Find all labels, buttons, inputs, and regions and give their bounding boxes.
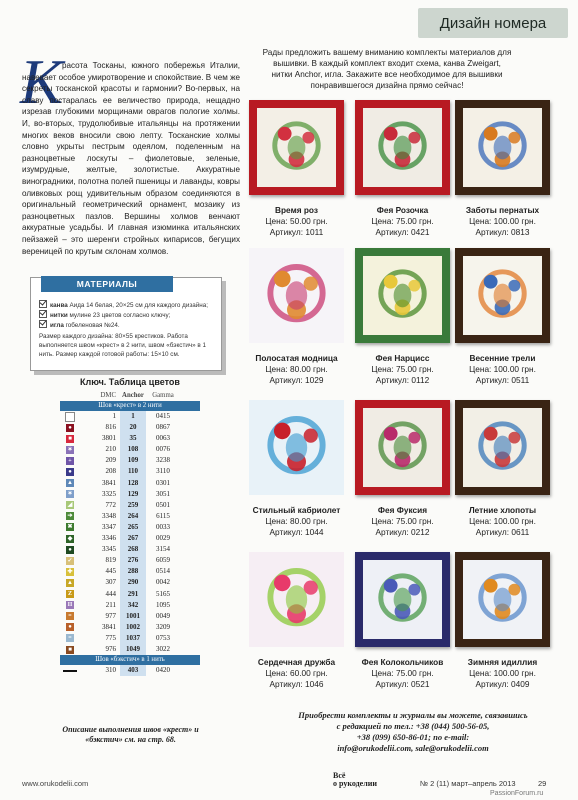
product-card[interactable] [355,400,450,543]
checkbox-icon [39,320,47,328]
dmc-code: 772 [105,500,116,509]
color-key-row [60,489,200,500]
symbol-swatch: = [66,634,74,642]
embroidery-preview [249,552,344,647]
product-price: Цена: 75.00 грн. [371,216,434,226]
symbol-swatch: ➔ [67,513,73,520]
dmc-code: 310 [105,666,116,675]
symbol-swatch: II [67,602,73,609]
symbol-swatch: ● [66,468,74,476]
gamma-code: 0029 [156,534,170,543]
backstitch-row [60,665,200,676]
product-article: Артикул: 0409 [475,679,530,689]
anchor-code: 267 [120,533,146,544]
dmc-code: 3347 [102,522,116,531]
product-image[interactable] [249,100,344,195]
product-card[interactable] [455,100,550,243]
watermark: PassionForum.ru [490,790,544,797]
product-article: Артикул: 0521 [375,679,430,689]
dmc-code: 3841 [102,622,116,631]
dmc-code: 3801 [102,434,116,443]
materials-item-label: нитки [50,312,68,319]
anchor-code: 1037 [120,633,146,644]
color-key-row [60,478,200,489]
symbol-swatch: + [66,457,74,465]
gamma-code: 0501 [156,500,170,509]
dmc-code: 3348 [102,511,116,520]
color-key-row [60,500,200,511]
symbol-swatch: ▲ [67,579,73,586]
color-key-row [60,533,200,544]
materials-box [30,277,222,371]
symbol-swatch: ✚ [67,568,73,575]
product-card[interactable] [355,100,450,243]
anchor-code: 1001 [120,611,146,622]
footer-logo-line2: о рукоделии [333,779,377,788]
product-card[interactable] [249,400,344,543]
color-key-row [60,622,200,633]
symbol-swatch: ■ [66,435,74,443]
footer-issue: № 2 (11) март–апрель 2013 [420,779,516,788]
symbol-swatch: ● [66,623,74,631]
materials-title: МАТЕРИАЛЫ [41,276,173,292]
anchor-code: 276 [120,555,146,566]
anchor-code: 20 [120,422,146,433]
color-key-row [60,555,200,566]
symbol-swatch: ● [66,546,74,554]
backstitch-line-icon [63,670,77,672]
product-name: Стильный кабриолет [252,505,341,515]
contact-phone: с редакцией по тел.: +38 (044) 500-56-05, [336,721,490,731]
checkbox-icon [39,310,47,318]
anchor-code: 259 [120,500,146,511]
checkbox-icon [39,300,47,308]
anchor-code: 264 [120,511,146,522]
gamma-code: 0514 [156,567,170,576]
header-dmc: DMC [100,392,116,399]
product-card[interactable] [455,400,550,543]
color-key-header [60,391,200,401]
color-key-row [60,566,200,577]
product-card[interactable] [455,248,550,391]
product-image[interactable] [455,552,550,647]
product-article: Артикул: 1046 [269,679,324,689]
product-name: Фея Нарцисс [375,353,430,363]
gamma-code: 0420 [156,666,170,675]
gamma-code: 3051 [156,489,170,498]
gamma-code: 3154 [156,545,170,554]
product-name: Заботы пернатых [465,205,540,215]
product-image[interactable] [355,248,450,343]
dmc-code: 445 [105,567,116,576]
product-image[interactable] [455,100,550,195]
symbol-swatch: Z [67,591,72,598]
anchor-code: 129 [120,489,146,500]
product-name: Весенние трели [469,353,536,363]
symbol-swatch: ✶ [67,491,73,498]
product-article: Артикул: 0212 [375,527,430,537]
embroidery-preview [363,108,442,187]
product-card[interactable] [249,552,344,695]
product-price: Цена: 100.00 грн. [469,364,536,374]
materials-list [39,300,217,359]
page-number: 29 [538,779,547,788]
contact-line: Приобрести комплекты и журналы вы можете, связавшись [298,710,528,720]
product-price: Цена: 75.00 грн. [371,364,434,374]
gamma-code: 3022 [156,644,170,653]
dmc-code: 209 [105,456,116,465]
anchor-code: 290 [120,577,146,588]
anchor-code: 108 [120,444,146,455]
color-key-row [60,633,200,644]
product-price: Цена: 80.00 грн. [265,516,328,526]
anchor-code: 403 [120,665,146,676]
dropcap-letter: К [20,46,63,117]
product-price: Цена: 100.00 грн. [469,516,536,526]
product-image[interactable] [249,400,344,495]
dmc-code: 977 [105,611,116,620]
gamma-code: 0076 [156,445,170,454]
product-image[interactable] [455,248,550,343]
gamma-code: 6115 [156,511,170,520]
color-key-row [60,433,200,444]
gamma-code: 0415 [156,412,170,420]
anchor-code: 268 [120,544,146,555]
symbol-swatch: ✶ [67,446,73,453]
symbol-swatch: ✓ [67,557,73,564]
product-image[interactable] [249,248,344,343]
gamma-code: 1095 [156,600,170,609]
product-price: Цена: 75.00 грн. [371,516,434,526]
materials-item [39,300,217,310]
product-article: Артикул: 1011 [269,227,324,237]
symbol-swatch: ✖ [67,524,73,531]
anchor-code: 128 [120,478,146,489]
product-card[interactable] [455,552,550,695]
footer-logo [333,772,377,788]
symbol-swatch: ● [66,424,74,432]
gamma-code: 5165 [156,589,170,598]
product-article: Артикул: 0813 [475,227,530,237]
gamma-code: 6059 [156,556,170,565]
gamma-code: 0753 [156,633,170,642]
section-title: Дизайн номера [418,8,568,38]
color-key-row [60,466,200,477]
anchor-code: 288 [120,566,146,577]
dmc-code: 208 [105,467,116,476]
dmc-code: 976 [105,644,116,653]
anchor-code: 35 [120,433,146,444]
dmc-code: 3325 [102,489,116,498]
backstitch-rows [60,665,200,676]
contact-phone-2: +38 (099) 650-86-01; по e-mail: [356,732,470,742]
materials-item-label: канва [50,302,68,309]
color-key-table [60,391,200,676]
product-name: Фея Розочка [376,205,429,215]
materials-item-text: Аида 14 белая, 20×25 см для каждого дизайна; [67,302,209,309]
product-price: Цена: 50.00 грн. [265,216,328,226]
color-key-title: Ключ. Таблица цветов [80,377,180,387]
embroidery-preview [463,108,542,187]
product-image[interactable] [455,400,550,495]
product-article: Артикул: 0421 [375,227,430,237]
color-key-row [60,411,200,422]
product-card[interactable] [249,100,344,243]
color-key-row [60,600,200,611]
embroidery-preview [363,408,442,487]
color-key-row [60,577,200,588]
article-paragraph: расота Тосканы, южного побережья Италии, навевает особое умиротворение и спокойствие. В чем же секреты тосканской красоты и гармонии? Во-первых, на славу постаралась ее величество природа, нещадно изрезав глубокими морщинами оврагов пологие холмы. И, во-вторых, трудолюбивые итальянцы на протяжении многих веков вносили свою лепту. Тосканские холмы словно укрыты пестрым одеялом, поделенным на разноцветные лоскуты – фиолетовые, зеленые, изумрудные, желтые, золотистые. Аккуратные виноградники, полотна полей пшеницы и лаванды, ковры оливковых рощ удивительным образом соединяются в оригинальный геометрический орнамент, мозаику из разноцветных пазлов. Вершины холмов венчают аккуратные усадьбы. И главная изюминка итальянских пейзажей – это шеренги стройных кипарисов, бегущих вереницей по крутым склонам холмов. [22,61,240,256]
symbol-swatch: = [66,612,74,620]
symbol-swatch: ■ [66,646,74,654]
footer-url[interactable]: www.orukodelii.com [22,779,89,788]
embroidery-preview [463,256,542,335]
product-price: Цена: 75.00 грн. [371,668,434,678]
product-price: Цена: 100.00 грн. [469,668,536,678]
gamma-code: 0033 [156,522,170,531]
anchor-code: 1049 [120,644,146,655]
embroidery-preview [463,408,542,487]
materials-item-text: гобеленовая №24. [63,322,120,329]
color-key-row [60,455,200,466]
band-backstitch: Шов «бэкстич» в 1 нить [60,655,200,665]
symbol-swatch: ◢ [67,502,73,509]
anchor-code: 291 [120,589,146,600]
band-cross-stitch: Шов «крест» в 2 нити [60,401,200,411]
symbol-swatch: ▲ [67,480,73,487]
dmc-code: 3841 [102,478,116,487]
color-key-row [60,611,200,622]
product-image[interactable] [355,100,450,195]
intro-text: Рады предложить вашему вниманию комплекты материалов для вышивки. В каждый комплект входит схема, канва Zweigart, нитки Anchor, игла. Закажите все необходимое для вышивки понравившегося дизайна прямо сейчас! [262,48,512,90]
anchor-code: 1 [120,411,146,422]
product-image[interactable] [355,552,450,647]
gamma-code: 3110 [156,467,170,476]
symbol-swatch: ◆ [67,535,73,542]
product-price: Цена: 80.00 грн. [265,364,328,374]
product-name: Летние хлопоты [468,505,537,515]
product-article: Артикул: 0611 [475,527,530,537]
product-name: Сердечная дружба [257,657,336,667]
color-key-row [60,511,200,522]
color-key-row [60,422,200,433]
color-key-row [60,589,200,600]
product-card[interactable] [355,248,450,391]
dmc-code: 444 [105,589,116,598]
footer-logo-line1: Всё [333,771,346,780]
materials-item [39,320,217,330]
embroidery-preview [363,256,442,335]
dmc-code: 3346 [102,534,116,543]
contact-info [293,710,533,754]
dmc-code: 210 [105,445,116,454]
symbol-swatch [65,412,75,422]
dmc-code: 3345 [102,545,116,554]
dmc-code: 307 [105,578,116,587]
materials-note: Размер каждого дизайна: 80×55 крестиков. Работа выполняется швом «крест» в 2 нити, швом «бэкстич» в 1 нить. Размер каждой готовой работы: 15×10 см. [39,333,206,358]
header-gamma: Gamma [152,392,174,399]
embroidery-preview [249,248,344,343]
dmc-code: 816 [105,423,116,432]
anchor-code: 342 [120,600,146,611]
product-article: Артикул: 0112 [375,375,430,385]
dmc-code: 819 [105,556,116,565]
stitch-description-note: Описание выполнения швов «крест» и «бэкстич» см. на стр. 68. [62,725,199,744]
anchor-code: 1002 [120,622,146,633]
color-key-row [60,444,200,455]
product-article: Артикул: 0511 [475,375,530,385]
gamma-code: 0042 [156,578,170,587]
materials-item [39,310,217,320]
anchor-code: 265 [120,522,146,533]
gamma-code: 0063 [156,434,170,443]
product-image[interactable] [355,400,450,495]
embroidery-preview [257,108,336,187]
product-name: Фея Колокольчиков [361,657,444,667]
product-article: Артикул: 1029 [269,375,324,385]
embroidery-preview [463,560,542,639]
embroidery-preview [363,560,442,639]
product-name: Полосатая модница [255,353,338,363]
gamma-code: 3238 [156,456,170,465]
dmc-code: 1 [112,412,116,420]
gamma-code: 3209 [156,622,170,631]
contact-email[interactable]: info@orukodelii.com, sale@orukodelii.com [337,743,489,753]
color-key-rows [60,411,200,655]
anchor-code: 109 [120,455,146,466]
product-name: Время роз [275,205,318,215]
product-card[interactable] [355,552,450,695]
article-body [22,60,240,257]
product-name: Зимняя идиллия [467,657,538,667]
anchor-code: 110 [120,466,146,477]
embroidery-preview [249,400,344,495]
header-anchor: Anchor [122,392,144,399]
product-price: Цена: 60.00 грн. [265,668,328,678]
product-article: Артикул: 1044 [269,527,324,537]
dmc-code: 211 [105,600,116,609]
gamma-code: 0867 [156,423,170,432]
gamma-code: 0049 [156,611,170,620]
product-image[interactable] [249,552,344,647]
product-price: Цена: 100.00 грн. [469,216,536,226]
color-key-row [60,522,200,533]
materials-item-text: мулине 23 цветов согласно ключу; [67,312,171,319]
color-key-row [60,644,200,655]
product-card[interactable] [249,248,344,391]
color-key-row [60,544,200,555]
product-name: Фея Фуксия [377,505,428,515]
gamma-code: 0301 [156,478,170,487]
dmc-code: 775 [105,633,116,642]
materials-item-label: игла [50,322,64,329]
